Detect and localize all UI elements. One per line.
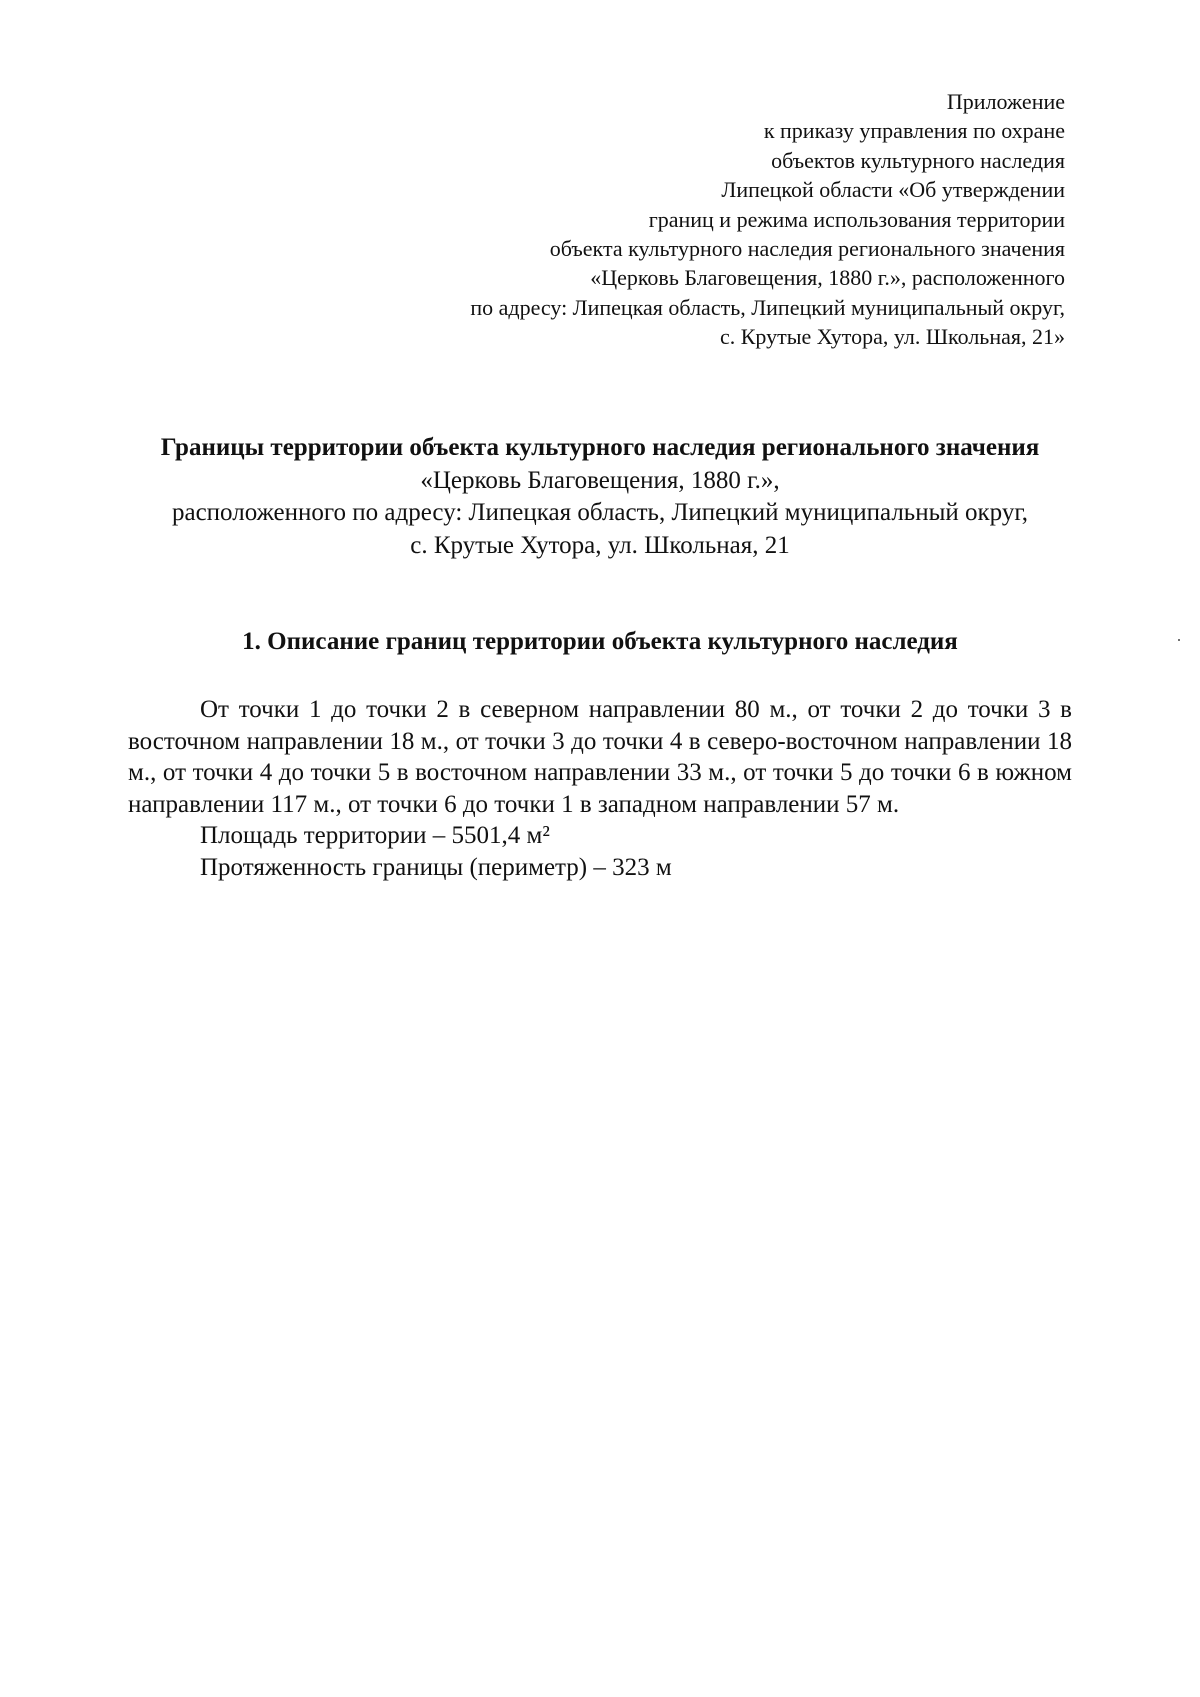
area-line: Площадь территории – 5501,4 м² xyxy=(200,822,550,850)
appendix-line: объектов культурного наследия xyxy=(771,147,1065,173)
appendix-line: Липецкой области «Об утверждении xyxy=(721,177,1065,203)
appendix-header xyxy=(345,87,1065,352)
boundary-description: От точки 1 до точки 2 в северном направлении 80 м., от точки 2 до точки 3 в восточном направлении 18 м., от точки 3 до точки 4 в северо-восточном направлении 18 м., от точки 4 до точки 5 в восточном направлении 33 м., от точки 5 до точки 6 в южном направлении 117 м., от точки 6 до точки 1 в западном направлении 57 м. xyxy=(128,696,1072,818)
appendix-line: объекта культурного наследия регионального значения xyxy=(549,236,1065,262)
scan-artifact-dot xyxy=(1178,639,1180,641)
appendix-line: «Церковь Благовещения, 1880 г.», расположенного xyxy=(590,265,1065,291)
appendix-line: Приложение xyxy=(946,89,1065,114)
document-title xyxy=(120,432,1080,562)
perimeter-line: Протяженность границы (периметр) – 323 м xyxy=(200,853,672,881)
section-heading: 1. Описание границ территории объекта культурного наследия xyxy=(242,628,958,655)
title-line: расположенного по адресу: Липецкая область, Липецкий муниципальный округ, xyxy=(171,499,1029,527)
appendix-line: границ и режима использования территории xyxy=(648,206,1065,232)
appendix-line: к приказу управления по охране xyxy=(763,118,1065,144)
title-line: с. Крутые Хутора, ул. Школьная, 21 xyxy=(410,531,790,559)
section-body xyxy=(128,694,1072,884)
appendix-line: по адресу: Липецкая область, Липецкий муниципальный округ, xyxy=(470,294,1065,320)
title-line: Границы территории объекта культурного наследия регионального значения xyxy=(160,434,1040,461)
title-line: «Церковь Благовещения, 1880 г.», xyxy=(420,466,780,494)
appendix-line: с. Крутые Хутора, ул. Школьная, 21» xyxy=(719,324,1065,350)
